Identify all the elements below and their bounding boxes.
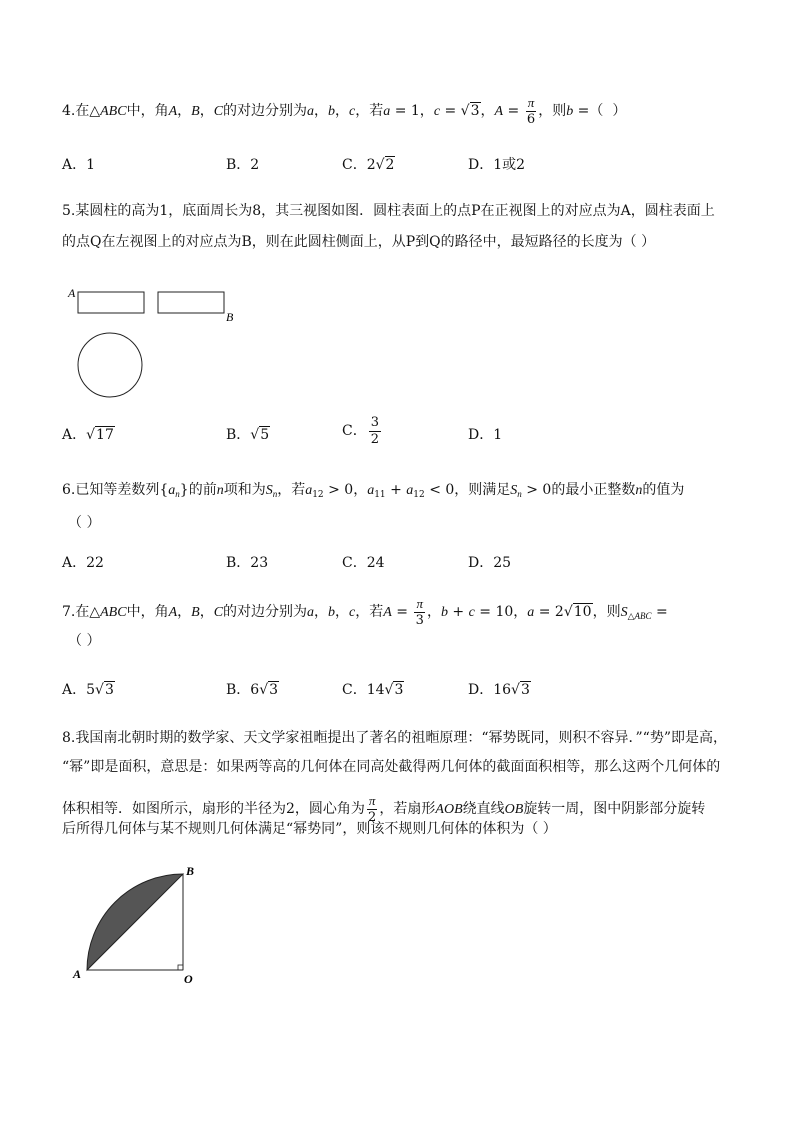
q8-sector-figure <box>70 862 210 987</box>
q8-line2: “幂”即是面积，意思是：如果两等高的几何体在同高处截得两几何体的截面面积相等，那么这两个几何体的 <box>62 759 721 775</box>
q4-option-b[interactable]: B．2 <box>226 157 260 173</box>
q8-line1: 8.我国南北朝时期的数学家、天文学家祖暅提出了著名的祖暅原理：“幂势既同，则积不容异．”“势”即是高， <box>62 730 727 746</box>
q6-option-a[interactable]: A．22 <box>62 555 104 571</box>
q7-option-b[interactable]: B．6√3 <box>226 682 279 698</box>
top-view-circle <box>78 333 142 397</box>
q6-option-c[interactable]: C．24 <box>342 555 385 571</box>
right-angle-mark <box>178 965 183 970</box>
q7-option-c[interactable]: C．14√3 <box>342 682 404 698</box>
q8-line4: 后所得几何体与某不规则几何体满足“幂势同”，则该不规则几何体的体积为（ ） <box>62 821 557 837</box>
q8-line3: 体积相等．如图所示，扇形的半径为2，圆心角为 $\frac{\pi}{2}$ ，若扇形AOB绕直线OB旋转一周，图中阴影部分旋转 <box>62 793 706 825</box>
q7-option-a[interactable]: A．5√3 <box>62 682 114 698</box>
label-a: A <box>68 286 76 300</box>
q5-line1: 5.某圆柱的高为1，底面周长为8，其三视图如图．圆柱表面上的点P在正视图上的对应点为A，圆柱表面上 <box>62 203 715 219</box>
label-a: A <box>73 967 82 981</box>
q6-option-b[interactable]: B．23 <box>226 555 269 571</box>
q5-option-d[interactable]: D．1 <box>468 427 503 443</box>
q6-blank: （ ） <box>68 515 101 531</box>
q4-option-c[interactable]: C．2√2 <box>342 157 395 173</box>
q4-option-d[interactable]: D．1或2 <box>468 157 526 173</box>
q6-option-d[interactable]: D．25 <box>468 555 512 571</box>
q5-line2: 的点Q在左视图上的对应点为B，则在此圆柱侧面上，从P到Q的路径中，最短路径的长度为（ ） <box>62 234 656 250</box>
label-b: B <box>226 310 234 324</box>
q5-three-view-figure <box>60 280 240 405</box>
q4-stem: 4.在△ABC中，角A，B，C的对边分别为a，b，c，若a = 1，c = √3，A = $\frac{\pi}{6}$ ，则b =（ ） <box>62 95 627 127</box>
front-view-rect <box>78 292 144 313</box>
label-o: O <box>184 972 193 986</box>
shaded-region <box>87 874 183 970</box>
q7-option-d[interactable]: D．16√3 <box>468 682 530 698</box>
label-b: B <box>186 864 195 878</box>
side-view-rect <box>158 292 224 313</box>
q7-stem: 7.在△ABC中，角A，B，C的对边分别为a，b，c，若A = $\frac{\pi}{3}$ ，b + c = 10，a = 2√10，则$S_{\triangle ABC}$ = <box>62 596 668 628</box>
q5-option-c[interactable]: C． $\frac{3}{2}$ <box>342 415 379 447</box>
q5-option-b[interactable]: B．√5 <box>226 427 270 443</box>
q5-option-a[interactable]: A．√17 <box>62 427 114 443</box>
q4-option-a[interactable]: A．1 <box>62 157 96 173</box>
q6-stem: 6.已知等差数列$\{a_n\}$的前n项和为$S_n$，若$a_{12} > 0$，$a_{11} + a_{12} < 0$，则满足$S_n > 0$的最小正整数n的值为 <box>62 482 685 500</box>
q7-blank: （ ） <box>68 633 101 649</box>
